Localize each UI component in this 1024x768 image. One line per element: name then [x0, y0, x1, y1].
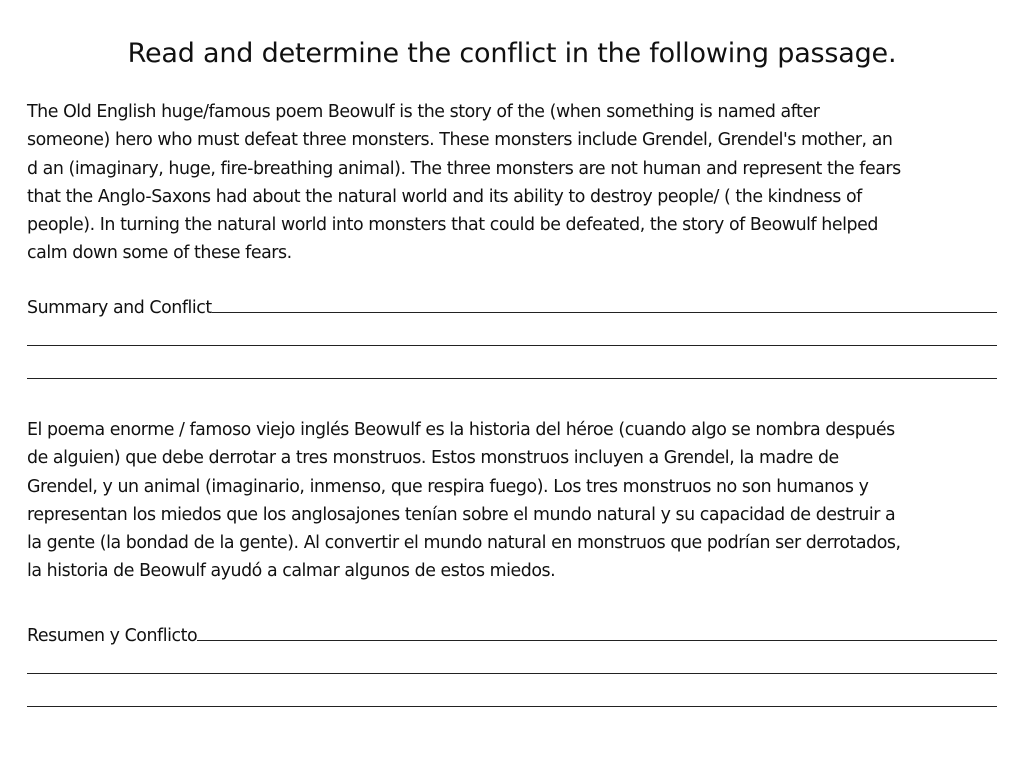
spanish-passage-line: de alguien) que debe derrotar a tres monstruos. Estos monstruos incluyen a Grendel, la madre de [27, 448, 839, 469]
resumen-conflicto-label: Resumen y Conflicto [27, 626, 198, 646]
english-answer-row [27, 356, 997, 389]
answer-blank-line[interactable] [197, 618, 997, 641]
english-answer-row [27, 323, 997, 356]
english-answer-area [27, 290, 997, 389]
english-passage-line: people). In turning the natural world into monsters that could be defeated, the story of Beowulf helped [27, 215, 878, 236]
answer-blank-line[interactable] [27, 684, 997, 707]
spanish-answer-area [27, 618, 997, 717]
spanish-passage-line: la historia de Beowulf ayudó a calmar algunos de estos miedos. [27, 561, 556, 582]
english-answer-row [27, 290, 997, 323]
page-title: Read and determine the conflict in the following passage. [127, 38, 897, 69]
english-passage-line: The Old English huge/famous poem Beowulf is the story of the (when something is named after [27, 102, 820, 122]
english-passage-line: that the Anglo-Saxons had about the natural world and its ability to destroy people/ ( the kindness of [27, 186, 862, 207]
english-passage [27, 98, 997, 268]
answer-blank-line[interactable] [27, 651, 997, 674]
spanish-passage [27, 416, 997, 586]
english-passage-line: d an (imaginary, huge, fire-breathing animal). The three monsters are not human and represent the fears [27, 158, 901, 179]
spanish-passage-line: Grendel, y un animal (imaginario, inmenso, que respira fuego). Los tres monstruos no son humanos y [27, 476, 869, 497]
spanish-answer-row [27, 618, 997, 651]
spanish-passage-line: representan los miedos que los anglosajones tenían sobre el mundo natural y su capacidad de destruir a [27, 504, 896, 525]
summary-conflict-label: Summary and Conflict [27, 298, 212, 318]
spanish-passage-line: El poema enorme / famoso viejo inglés Beowulf es la historia del héroe (cuando algo se nombra después [27, 420, 895, 440]
english-passage-line: someone) hero who must defeat three monsters. These monsters include Grendel, Grendel's mother, an [27, 130, 893, 151]
answer-blank-line[interactable] [212, 290, 997, 313]
spanish-answer-row [27, 684, 997, 717]
english-passage-line: calm down some of these fears. [27, 243, 292, 264]
spanish-answer-row [27, 651, 997, 684]
answer-blank-line[interactable] [27, 323, 997, 346]
answer-blank-line[interactable] [27, 356, 997, 379]
spanish-passage-line: la gente (la bondad de la gente). Al convertir el mundo natural en monstruos que podrían ser derrotados, [27, 533, 901, 554]
